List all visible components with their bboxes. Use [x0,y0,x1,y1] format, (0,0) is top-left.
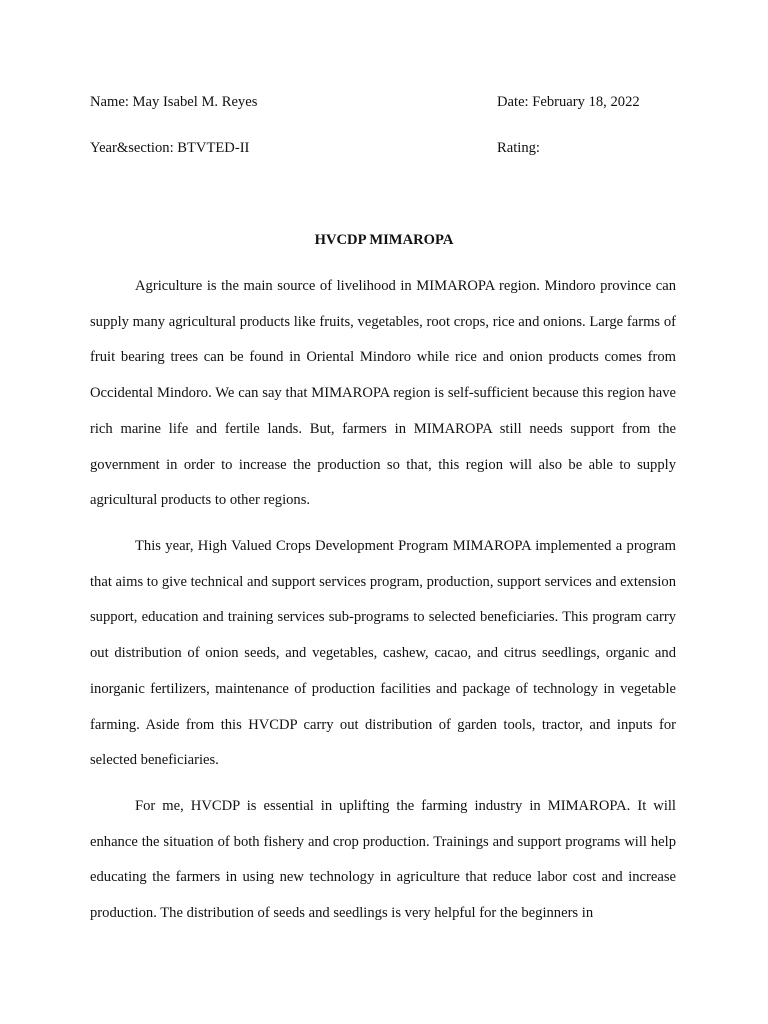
document-title: HVCDP MIMAROPA [314,232,454,248]
paragraph-2: This year, High Valued Crops Development Program MIMAROPA implemented a program that aims to give technical and support services program, production, support services and extension support, education and training services sub-programs to selected beneficiaries. This program carry out distribution of onion seeds, and vegetables, cashew, cacao, and citrus seedlings, organic and inorganic fertilizers, maintenance of production facilities and package of technology in vegetable farming. Aside from this HVCDP carry out distribution of garden tools, tractor, and inputs for selected beneficiaries. [90,538,676,769]
paragraph-3: For me, HVCDP is essential in uplifting the farming industry in MIMAROPA. It will enhance the situation of both fishery and crop production. Trainings and support programs will help educating the farmers in using new technology in agriculture that reduce labor cost and increase production. The distribution of seeds and seedlings is very helpful for the beginners in [90,798,676,922]
year-section: Year&section: BTVTED-II [90,140,250,156]
student-name: Name: May Isabel M. Reyes [90,94,258,110]
submission-date: Date: February 18, 2022 [497,94,640,110]
paragraph-1: Agriculture is the main source of livelihood in MIMAROPA region. Mindoro province can supply many agricultural products like fruits, vegetables, root crops, rice and onions. Large farms of fruit bearing trees can be found in Oriental Mindoro while rice and onion products comes from Occidental Mindoro. We can say that MIMAROPA region is self-sufficient because this region have rich marine life and fertile lands. But, farmers in MIMAROPA still needs support from the government in order to increase the production so that, this region will also be able to supply agricultural products to other regions. [90,278,676,509]
rating-label: Rating: [497,140,540,156]
